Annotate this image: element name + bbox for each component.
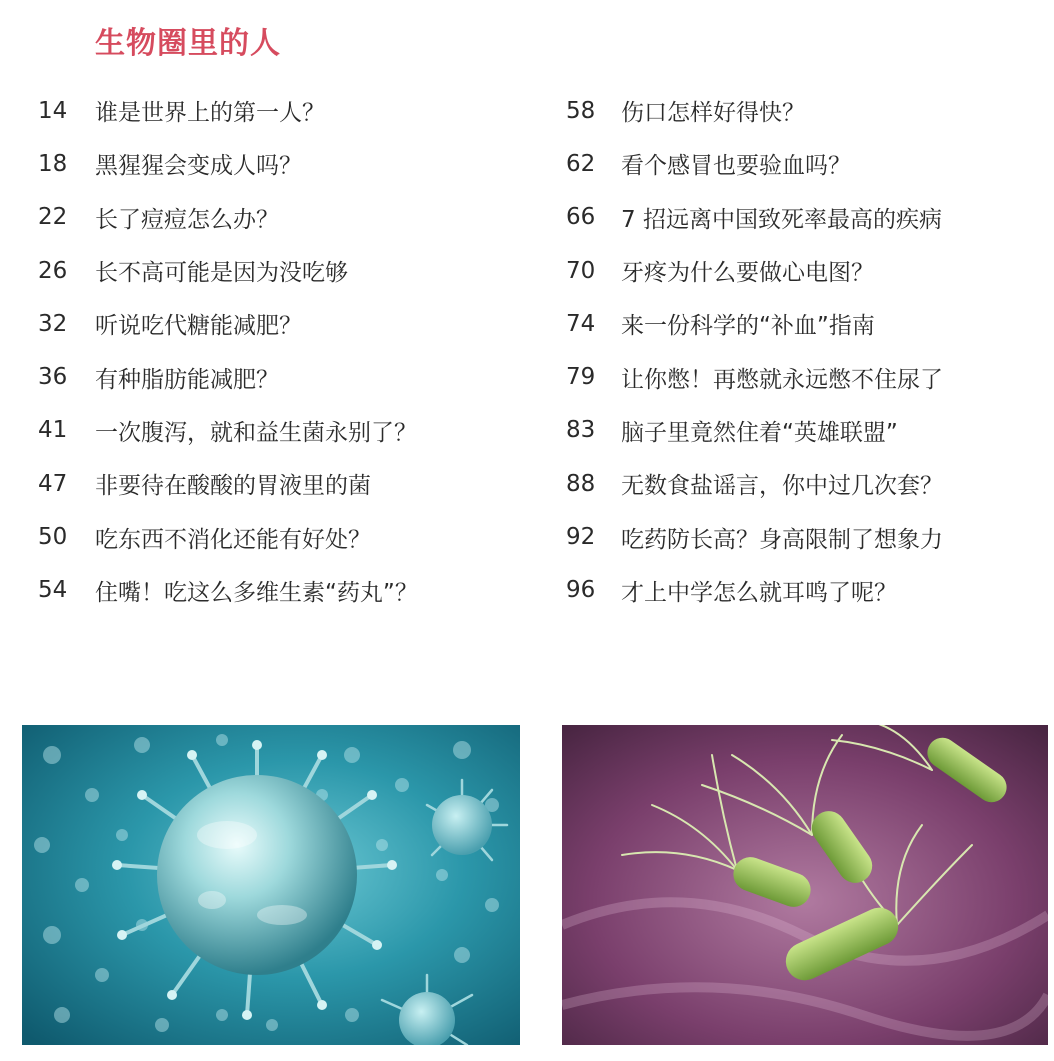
toc-entry-title: 听说吃代糖能减肥？	[95, 313, 302, 340]
toc-entry-title: 让你憋！再憋就永远憋不住尿了	[621, 366, 943, 393]
toc-entry[interactable]	[38, 191, 418, 244]
toc-entry[interactable]	[38, 457, 418, 510]
toc-page-number: 50	[38, 524, 68, 551]
toc-entry-title: 吃东西不消化还能有好处？	[95, 526, 371, 553]
toc-entry-title: 才上中学怎么就耳鸣了呢？	[621, 579, 897, 606]
toc-entry[interactable]	[566, 191, 943, 244]
toc-entry-title: 吃药防长高？身高限制了想象力	[621, 526, 943, 553]
toc-page-number: 83	[566, 417, 596, 444]
toc-entry[interactable]	[38, 297, 418, 350]
virus-illustration	[22, 725, 520, 1045]
toc-entry-title: 长了痘痘怎么办？	[95, 206, 279, 233]
toc-page-number: 92	[566, 524, 596, 551]
toc-page-number: 47	[38, 470, 68, 497]
toc-page-number: 70	[566, 257, 596, 284]
toc-entry-title: 黑猩猩会变成人吗？	[95, 153, 302, 180]
toc-entry[interactable]	[38, 404, 418, 457]
toc-entry-title: 7 招远离中国致死率最高的疾病	[621, 206, 942, 233]
toc-entry-title: 伤口怎样好得快？	[621, 100, 805, 127]
toc-entry-title: 非要待在酸酸的胃液里的菌	[95, 473, 371, 500]
toc-page-number: 26	[38, 257, 68, 284]
toc-entry[interactable]	[566, 510, 943, 563]
toc-page-number: 74	[566, 310, 596, 337]
toc-entry[interactable]	[38, 350, 418, 403]
toc-entry[interactable]	[566, 297, 943, 350]
toc-entry[interactable]	[566, 244, 943, 297]
toc-page-number: 96	[566, 577, 596, 604]
toc-entry-title: 脑子里竟然住着“英雄联盟”	[621, 419, 898, 446]
toc-entry-title: 来一份科学的“补血”指南	[621, 313, 875, 340]
toc-page-number: 22	[38, 204, 68, 231]
toc-entry-title: 牙疼为什么要做心电图？	[621, 260, 874, 287]
section-title: 生物圈里的人	[95, 26, 281, 61]
toc-page-number: 18	[38, 150, 68, 177]
toc-page-number: 36	[38, 364, 68, 391]
toc-page-number: 41	[38, 417, 68, 444]
toc-page-number: 88	[566, 470, 596, 497]
toc-entry[interactable]	[38, 564, 418, 617]
toc-entry-title: 一次腹泻，就和益生菌永别了？	[95, 419, 417, 446]
toc-page-number: 32	[38, 310, 68, 337]
toc-page-number: 66	[566, 204, 596, 231]
toc-page-number: 54	[38, 577, 68, 604]
toc-entry[interactable]	[566, 404, 943, 457]
toc-entry[interactable]	[566, 84, 943, 137]
toc-entry[interactable]	[566, 564, 943, 617]
toc-entry-title: 有种脂肪能减肥？	[95, 366, 279, 393]
toc-entry[interactable]	[566, 137, 943, 190]
toc-entry[interactable]	[566, 350, 943, 403]
toc-entry-title: 看个感冒也要验血吗？	[621, 153, 851, 180]
toc-entry[interactable]	[38, 510, 418, 563]
toc-page-number: 14	[38, 97, 68, 124]
toc-left-column	[38, 84, 418, 617]
toc-entry[interactable]	[38, 137, 418, 190]
toc-entry[interactable]	[38, 84, 418, 137]
bacteria-illustration	[562, 725, 1048, 1045]
toc-entry[interactable]	[566, 457, 943, 510]
toc-entry-title: 住嘴！吃这么多维生素“药丸”？	[95, 579, 418, 606]
toc-entry[interactable]	[38, 244, 418, 297]
toc-entry-title: 长不高可能是因为没吃够	[95, 260, 348, 287]
toc-page-number: 58	[566, 97, 596, 124]
toc-right-column	[566, 84, 943, 617]
toc-page-number: 62	[566, 150, 596, 177]
toc-entry-title: 谁是世界上的第一人？	[95, 100, 325, 127]
toc-entry-title: 无数食盐谣言，你中过几次套？	[621, 473, 943, 500]
toc-page-number: 79	[566, 364, 596, 391]
